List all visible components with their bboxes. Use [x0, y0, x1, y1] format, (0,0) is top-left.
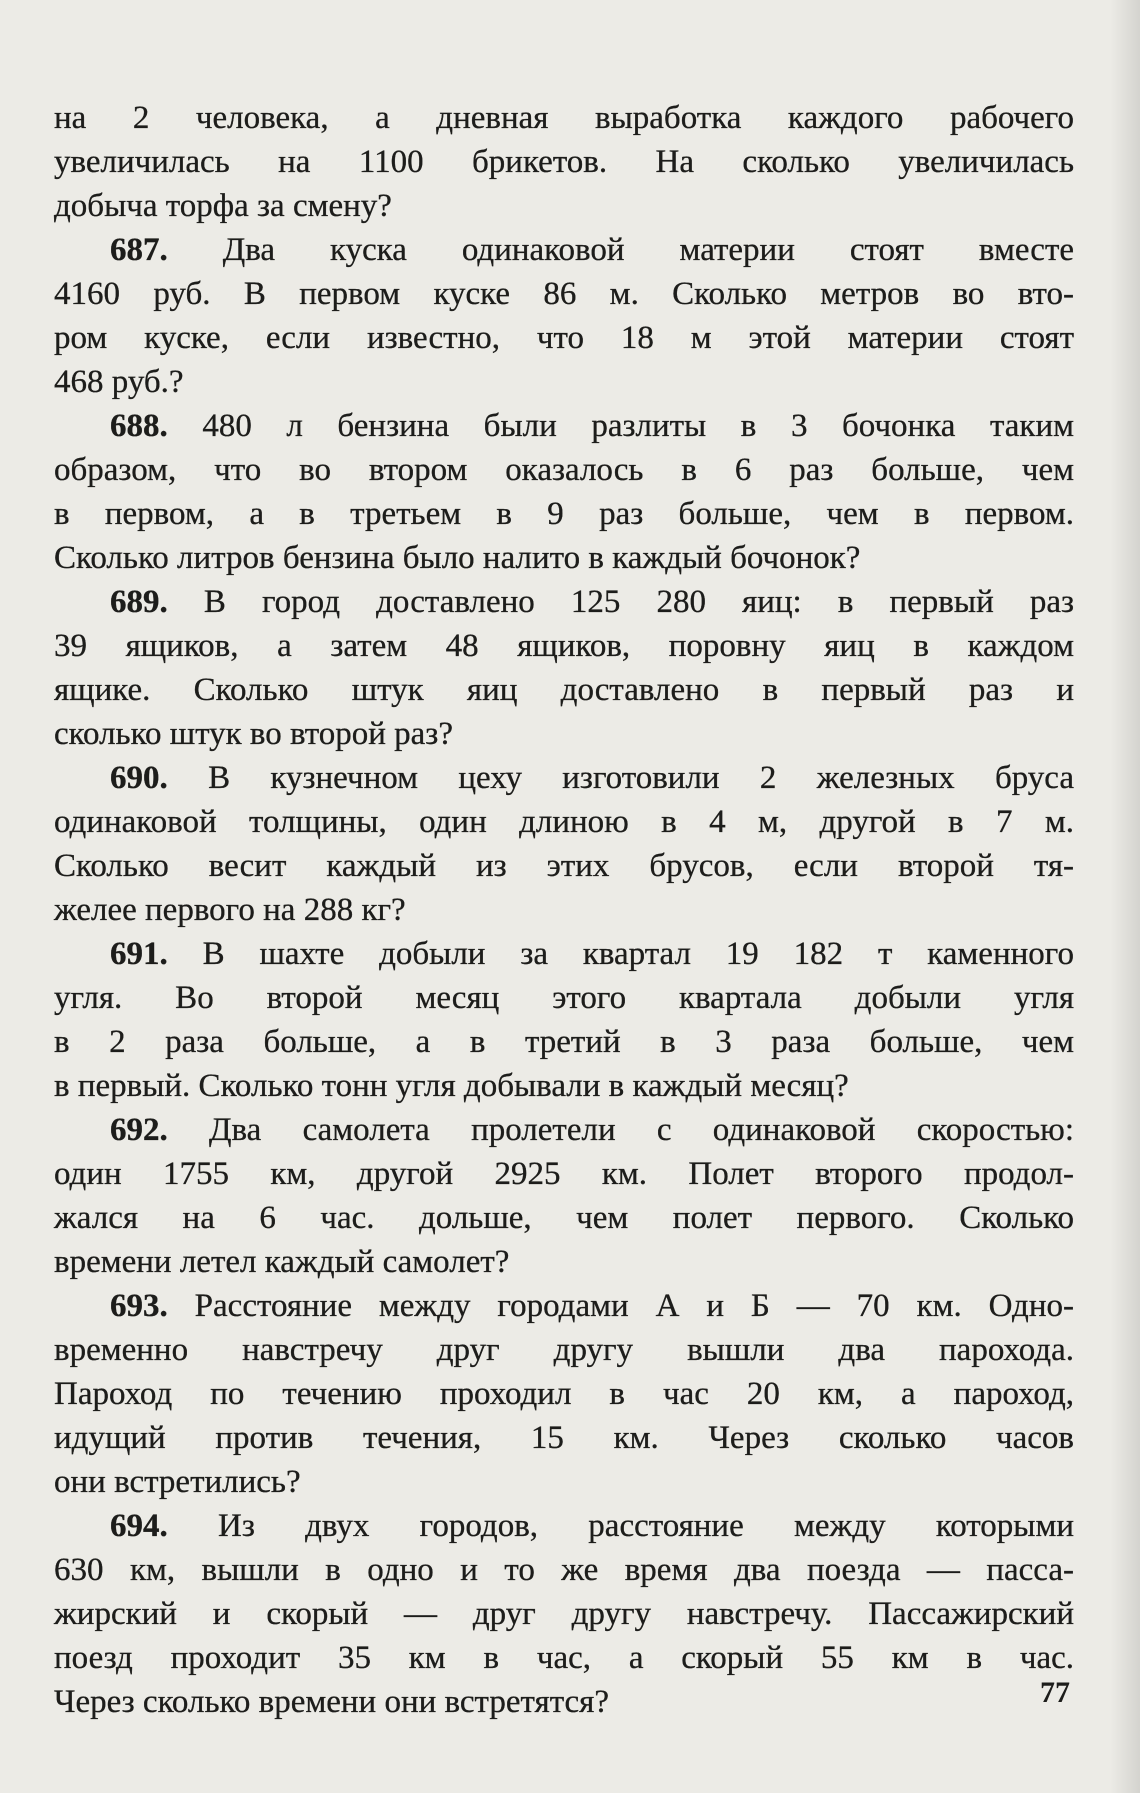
text-line [54, 272, 1074, 316]
text-line [54, 1152, 1074, 1196]
problem-number: 687. [110, 232, 168, 268]
text-line [54, 448, 1074, 492]
problem-694 [54, 1504, 1074, 1724]
problem-number: 689. [110, 584, 168, 620]
page-text [54, 96, 1074, 1724]
problem-690 [54, 756, 1074, 932]
line-text: образом, что во втором оказалось в 6 раз больше, чем [54, 452, 1074, 488]
text-line [54, 228, 1074, 272]
line-text: на 2 человека, а дневная выработка каждого рабочего [54, 100, 1074, 136]
problem-692 [54, 1108, 1074, 1284]
text-line [54, 404, 1074, 448]
text-line [54, 1196, 1074, 1240]
problem-number: 691. [110, 936, 168, 972]
line-text: временно навстречу друг другу вышли два парохода. [54, 1332, 1074, 1368]
line-text: Два самолета пролетели с одинаковой скоростью: [209, 1112, 1074, 1148]
line-text: 630 км, вышли в одно и то же время два поезда — пасса- [54, 1552, 1074, 1588]
line-text: желее первого на 288 кг? [54, 892, 406, 928]
problem-number: 694. [110, 1508, 168, 1544]
problem-number: 692. [110, 1112, 168, 1148]
line-text: 4160 руб. В первом куске 86 м. Сколько метров во вто- [54, 276, 1074, 312]
text-line [54, 96, 1074, 140]
text-line [54, 668, 1074, 712]
text-line [54, 800, 1074, 844]
line-text: сколько штук во второй раз? [54, 716, 453, 752]
line-text: Сколько весит каждый из этих брусов, если второй тя- [54, 848, 1074, 884]
text-line [54, 360, 1074, 404]
text-line [54, 932, 1074, 976]
line-text: Пароход по течению проходил в час 20 км, а пароход, [54, 1376, 1074, 1412]
text-line [54, 888, 1074, 932]
problem-693 [54, 1284, 1074, 1504]
line-text: ящике. Сколько штук яиц доставлено в первый раз и [54, 672, 1074, 708]
problem-number: 693. [110, 1288, 168, 1324]
line-text: Расстояние между городами А и Б — 70 км. Одно- [194, 1288, 1075, 1324]
line-text: ром куске, если известно, что 18 м этой материи стоят [54, 320, 1074, 356]
line-text: идущий против течения, 15 км. Через сколько часов [54, 1420, 1074, 1456]
text-line [54, 316, 1074, 360]
text-line [54, 1460, 1074, 1504]
line-text: в 2 раза больше, а в третий в 3 раза больше, чем [54, 1024, 1074, 1060]
text-line [54, 1020, 1074, 1064]
line-text: 480 л бензина были разлиты в 3 бочонка таким [202, 408, 1074, 444]
problem-689 [54, 580, 1074, 756]
text-line [54, 712, 1074, 756]
text-line [54, 1592, 1074, 1636]
text-line [54, 844, 1074, 888]
text-line [54, 1372, 1074, 1416]
line-text: Из двух городов, расстояние между которыми [218, 1508, 1075, 1544]
text-line [54, 1284, 1074, 1328]
line-text: в первый. Сколько тонн угля добывали в каждый месяц? [54, 1068, 849, 1104]
line-text: один 1755 км, другой 2925 км. Полет второго продол- [54, 1156, 1074, 1192]
text-line [54, 1240, 1074, 1284]
text-line [54, 1416, 1074, 1460]
text-line [54, 756, 1074, 800]
line-text: 39 ящиков, а затем 48 ящиков, поровну яиц в каждом [54, 628, 1074, 664]
problem-number: 690. [110, 760, 168, 796]
line-text: В шахте добыли за квартал 19 182 т каменного [202, 936, 1074, 972]
line-text: Два куска одинаковой материи стоят вместе [222, 232, 1075, 268]
text-line [54, 140, 1074, 184]
text-line [54, 1548, 1074, 1592]
line-text: одинаковой толщины, один длиною в 4 м, другой в 7 м. [54, 804, 1074, 840]
problem-continued [54, 96, 1074, 228]
line-text: поезд проходит 35 км в час, а скорый 55 км в час. [54, 1640, 1074, 1676]
line-text: времени летел каждый самолет? [54, 1244, 510, 1280]
line-text: В город доставлено 125 280 яиц: в первый раз [203, 584, 1075, 620]
problem-688 [54, 404, 1074, 580]
page-number: 77 [1040, 1676, 1070, 1709]
line-text: угля. Во второй месяц этого квартала добыли угля [54, 980, 1074, 1016]
text-line [54, 976, 1074, 1020]
line-text: жался на 6 час. дольше, чем полет первого. Сколько [54, 1200, 1074, 1236]
text-line [54, 1108, 1074, 1152]
line-text: 468 руб.? [54, 364, 184, 400]
text-line [54, 536, 1074, 580]
problem-691 [54, 932, 1074, 1108]
line-text: добыча торфа за смену? [54, 188, 392, 224]
text-line [54, 492, 1074, 536]
line-text: в первом, а в третьем в 9 раз больше, чем в первом. [54, 496, 1074, 532]
text-line [54, 580, 1074, 624]
text-line [54, 1636, 1074, 1680]
text-line [54, 184, 1074, 228]
line-text: Сколько литров бензина было налито в каждый бочонок? [54, 540, 861, 576]
line-text: Через сколько времени они встретятся? [54, 1684, 609, 1720]
line-text: жирский и скорый — друг другу навстречу. Пассажирский [54, 1596, 1074, 1632]
line-text: увеличилась на 1100 брикетов. На сколько увеличилась [54, 144, 1074, 180]
line-text: они встретились? [54, 1464, 301, 1500]
text-line [54, 1328, 1074, 1372]
text-line [54, 1064, 1074, 1108]
problem-number: 688. [110, 408, 168, 444]
text-line [54, 1680, 1074, 1724]
problem-687 [54, 228, 1074, 404]
text-line [54, 1504, 1074, 1548]
line-text: В кузнечном цеху изготовили 2 железных бруса [208, 760, 1074, 796]
text-line [54, 624, 1074, 668]
